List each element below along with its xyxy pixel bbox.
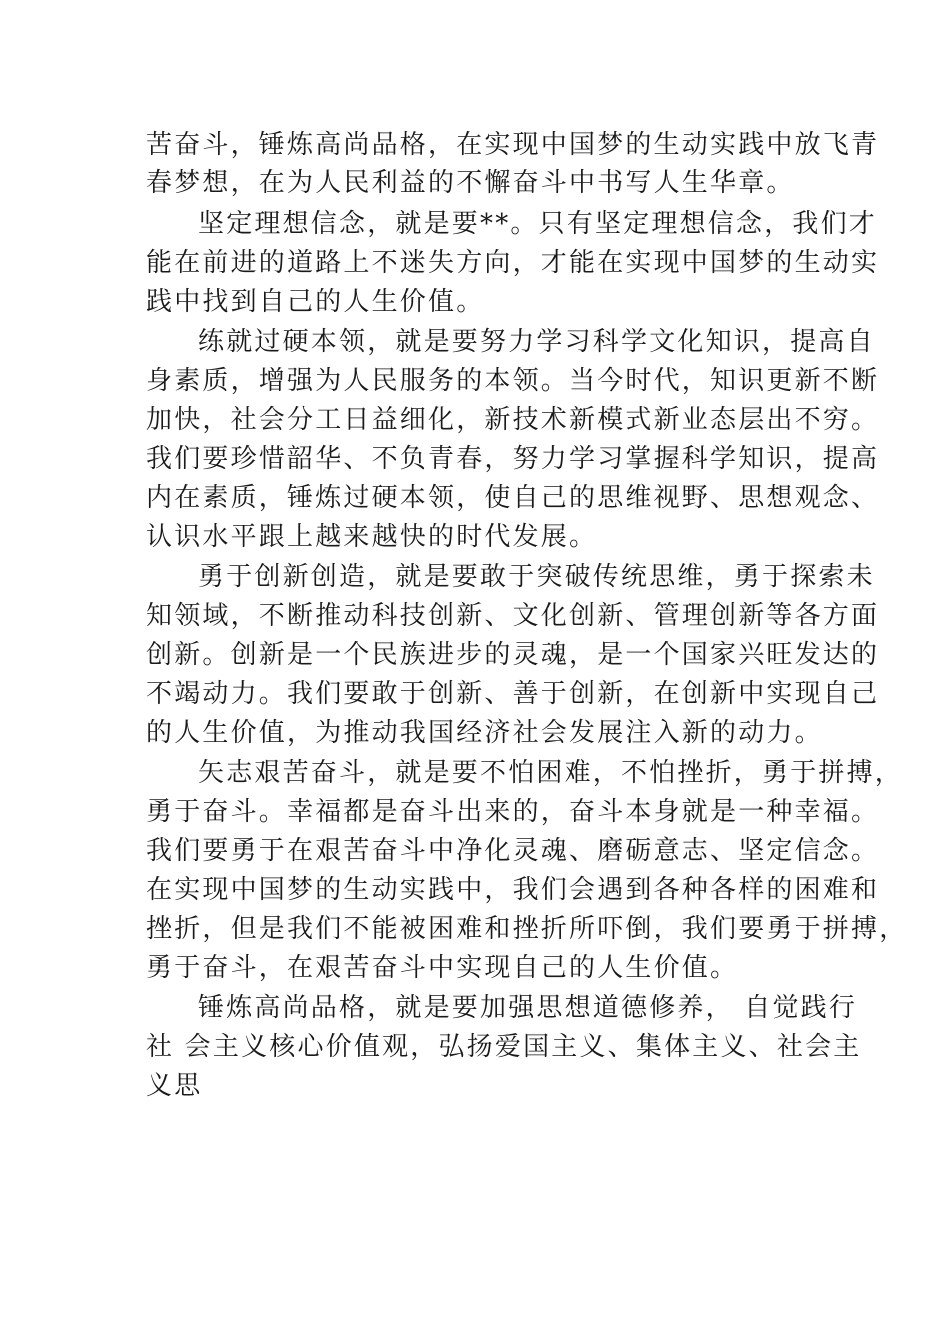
text-line: 勇于奋斗，在艰苦奋斗中实现自己的人生价值。	[146, 953, 739, 983]
text-line: 知领域，不断推动科技创新、文化创新、管理创新等各方面	[146, 601, 880, 631]
text-line: 勇于奋斗。幸福都是奋斗出来的，奋斗本身就是一种幸福。	[146, 797, 880, 827]
text-line: 我们要勇于在艰苦奋斗中净化灵魂、磨砺意志、坚定信念。	[146, 836, 880, 866]
text-line: 苦奋斗，锤炼高尚品格，在实现中国梦的生动实践中放飞青	[146, 130, 880, 160]
text-line: 的人生价值，为推动我国经济社会发展注入新的动力。	[146, 718, 823, 748]
paragraph-first-line: 锤炼高尚品格，就是要加强思想道德修养， 自觉践行	[198, 993, 858, 1023]
text-line: 义思	[146, 1071, 203, 1101]
text-line: 认识水平跟上越来越快的时代发展。	[146, 522, 598, 552]
text-line: 春梦想，在为人民利益的不懈奋斗中书写人生华章。	[146, 168, 795, 198]
text-line: 践中找到自己的人生价值。	[146, 287, 485, 317]
text-line: 身素质，增强为人民服务的本领。当今时代，知识更新不断	[146, 366, 880, 396]
text-line: 内在素质，锤炼过硬本领，使自己的思维视野、思想观念、	[146, 483, 880, 513]
paragraph-first-line: 坚定理想信念，就是要**。只有坚定理想信念，我们才	[198, 209, 878, 239]
text-line: 在实现中国梦的生动实践中，我们会遇到各种各样的困难和	[146, 875, 880, 905]
text-line: 能在前进的道路上不迷失方向，才能在实现中国梦的生动实	[146, 248, 880, 278]
text-line: 挫折，但是我们不能被困难和挫折所吓倒，我们要勇于拼搏，	[146, 914, 908, 944]
text-line: 创新。创新是一个民族进步的灵魂，是一个国家兴旺发达的	[146, 640, 880, 670]
text-line: 我们要珍惜韶华、不负青春，努力学习掌握科学知识，提高	[146, 444, 880, 474]
paragraph-first-line: 练就过硬本领，就是要努力学习科学文化知识，提高自	[198, 327, 875, 357]
text-line: 加快，社会分工日益细化，新技术新模式新业态层出不穷。	[146, 405, 880, 435]
paragraph-first-line: 勇于创新创造，就是要敢于突破传统思维，勇于探索未	[198, 562, 875, 592]
paragraph-first-line: 矢志艰苦奋斗，就是要不怕困难，不怕挫折，勇于拼搏，	[198, 758, 904, 788]
text-line: 不竭动力。我们要敢于创新、善于创新，在创新中实现自己	[146, 679, 880, 709]
text-line: 社 会主义核心价值观，弘扬爱国主义、集体主义、社会主	[146, 1032, 862, 1062]
